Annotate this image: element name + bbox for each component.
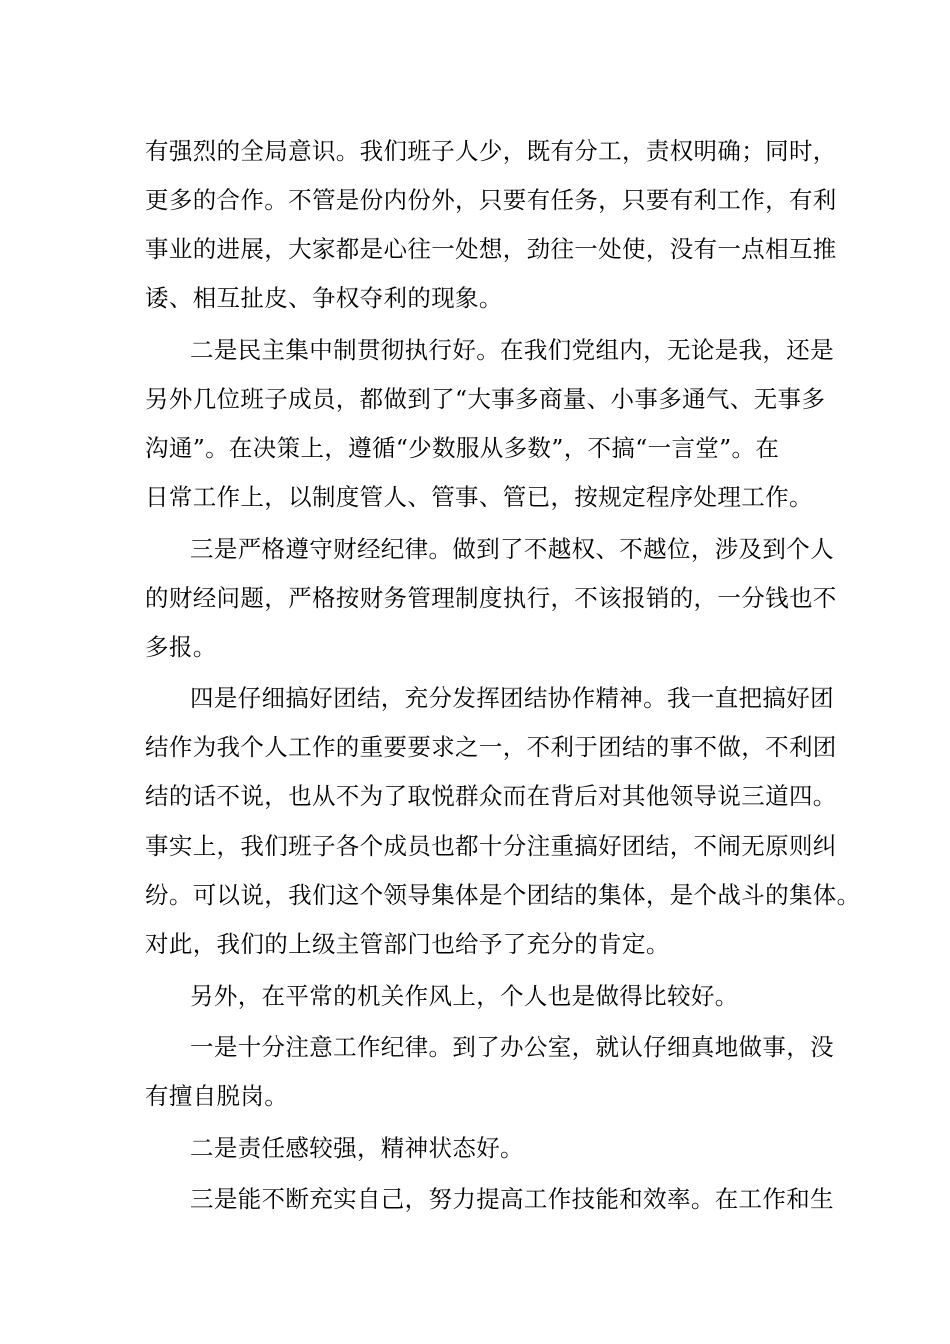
paragraph-first-line: 三是能不断充实自己，努力提高工作技能和效率。在工作和生 [190,1185,834,1213]
paragraph-first-line: 三是严格遵守财经纪律。做到了不越权、不越位，涉及到个人 [190,535,834,563]
paragraph-first-line: 四是仔细搞好团结，充分发挥团结协作精神。我一直把搞好团 [190,684,834,712]
text-line: 多报。 [145,633,217,661]
text-line: 另外几位班子成员，都做到了“大事多商量、小事多通气、无事多 [145,385,826,413]
text-line: 日常工作上，以制度管人、管事、管已，按规定程序处理工作。 [145,483,813,511]
text-line: 对此，我们的上级主管部门也给予了充分的肯定。 [145,930,670,958]
text-line: 纷。可以说，我们这个领导集体是个团结的集体，是个战斗的集体。 [145,881,861,909]
paragraph-first-line: 二是责任感较强，精神状态好。 [190,1134,524,1162]
paragraph-first-line: 二是民主集中制贯彻执行好。在我们党组内，无论是我，还是 [190,336,834,364]
text-line: 事业的进展，大家都是心往一处想，劲往一处使，没有一点相互推 [145,235,837,263]
text-line: 结作为我个人工作的重要要求之一，不利于团结的事不做，不利团 [145,733,837,761]
text-line: 事实上，我们班子各个成员也都十分注重搞好团结，不闹无原则纠 [145,832,837,860]
text-line: 有擅自脱岗。 [145,1082,289,1110]
text-line: 结的话不说，也从不为了取悦群众而在背后对其他领导说三道四。 [145,782,837,810]
text-line: 更多的合作。不管是份内份外，只要有任务，只要有利工作，有利 [145,186,837,214]
paragraph-first-line: 一是十分注意工作纪律。到了办公室，就认仔细真地做事，没 [190,1033,834,1061]
text-line: 有强烈的全局意识。我们班子人少，既有分工，责权明确；同时， [145,137,837,165]
text-line: 沟通”。在决策上，遵循“少数服从多数”，不搞“一言堂”。在 [145,434,780,462]
text-line: 诿、相互扯皮、争权夺利的现象。 [145,284,503,312]
paragraph-first-line: 另外，在平常的机关作风上，个人也是做得比较好。 [190,982,739,1010]
text-line: 的财经问题，严格按财务管理制度执行，不该报销的，一分钱也不 [145,584,837,612]
